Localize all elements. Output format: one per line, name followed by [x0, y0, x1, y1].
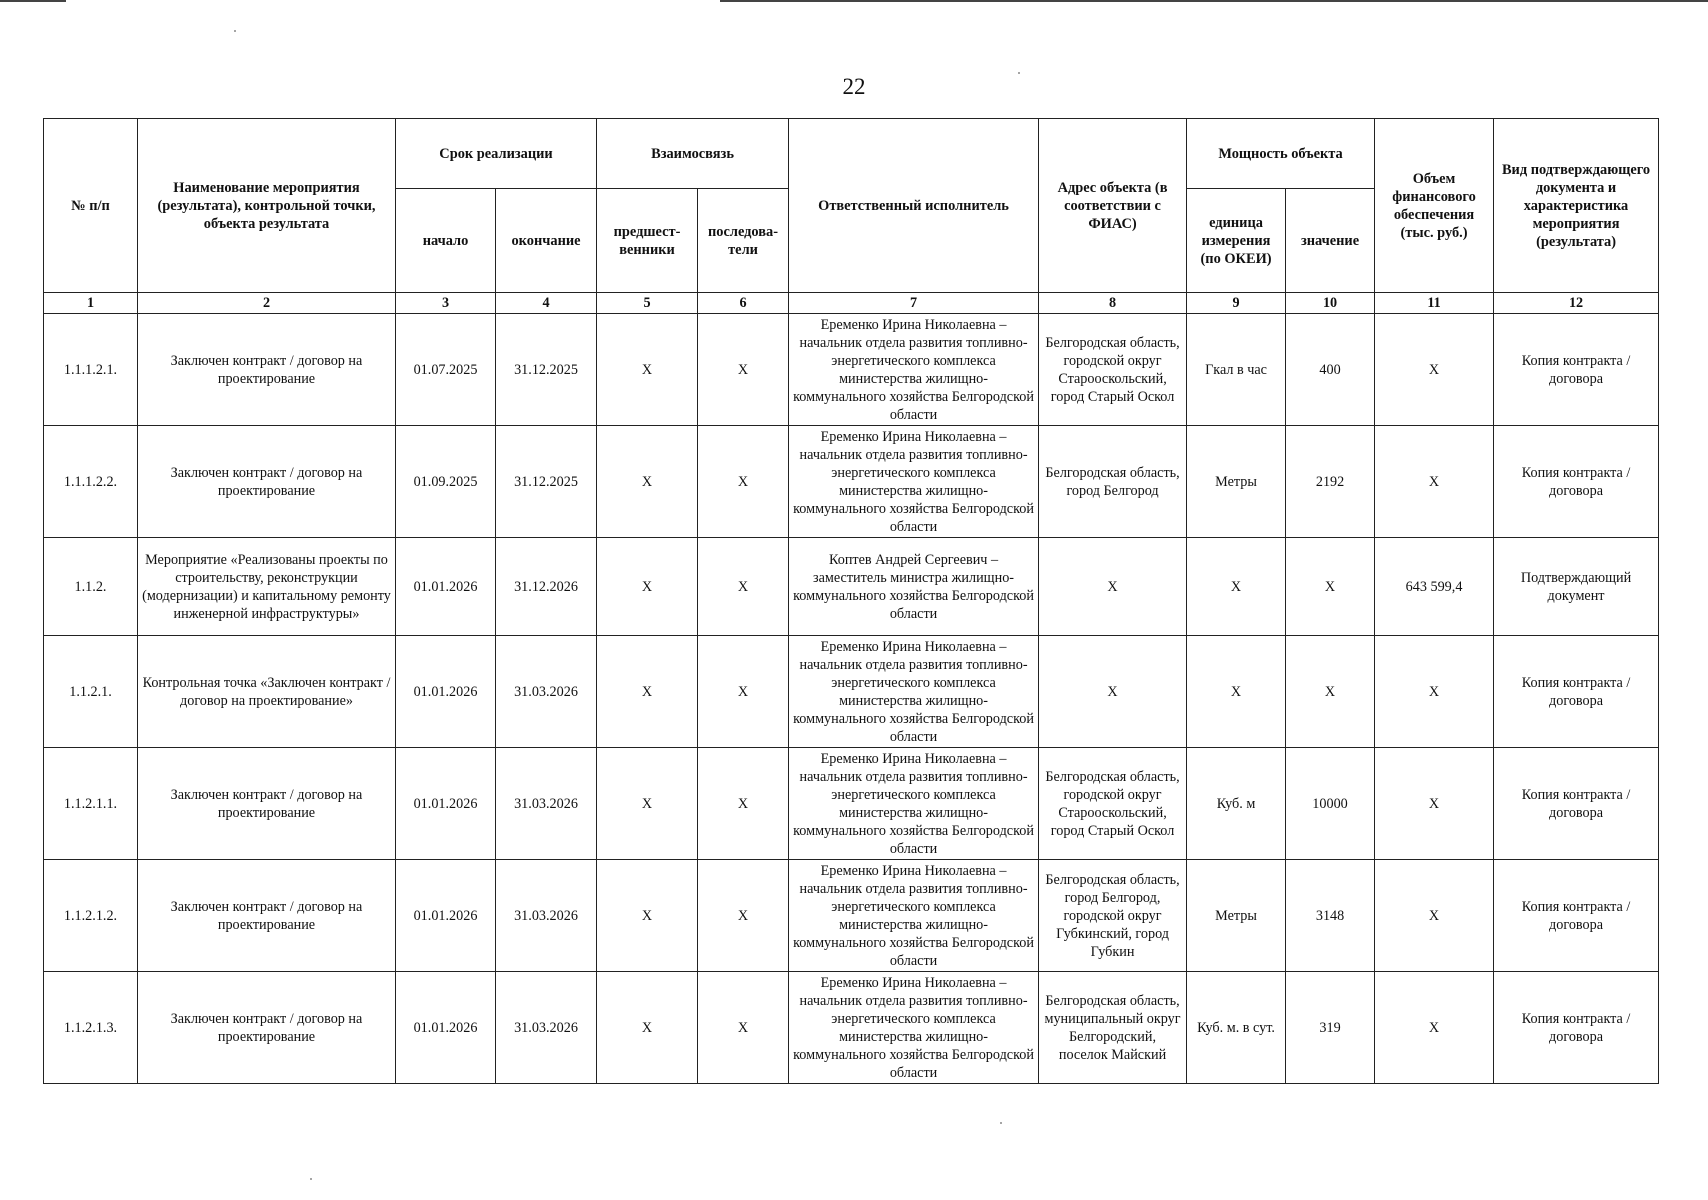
header-document: Вид подтверждающего документа и характеристика мероприятия (результата) — [1494, 119, 1659, 293]
scan-edge-line-left — [0, 0, 66, 2]
row-unit-cell: Куб. м — [1187, 748, 1286, 860]
row-document-cell: Подтверждающий документ — [1494, 538, 1659, 636]
row-end-cell: 31.12.2025 — [496, 314, 597, 426]
row-start-cell: 01.01.2026 — [396, 636, 496, 748]
row-executor-cell: Еременко Ирина Николаевна – начальник отдела развития топливно-энергетического комплекса министерства жилищно-коммунального хозяйства Белгородской области — [789, 426, 1039, 538]
row-funding-cell: X — [1375, 972, 1494, 1084]
header-successors: последова-тели — [698, 189, 789, 293]
row-executor-cell: Еременко Ирина Николаевна – начальник отдела развития топливно-энергетического комплекса министерства жилищно-коммунального хозяйства Белгородской области — [789, 636, 1039, 748]
row-funding-cell: X — [1375, 860, 1494, 972]
scan-edge-line-right — [720, 0, 1708, 2]
row-num-cell: 1.1.2.1.3. — [44, 972, 138, 1084]
row-num-cell: 1.1.1.2.2. — [44, 426, 138, 538]
row-successors-cell: X — [698, 636, 789, 748]
row-name-cell: Заключен контракт / договор на проектирование — [138, 314, 396, 426]
row-num-cell: 1.1.2.1.2. — [44, 860, 138, 972]
row-executor-cell: Еременко Ирина Николаевна – начальник отдела развития топливно-энергетического комплекса министерства жилищно-коммунального хозяйства Белгородской области — [789, 314, 1039, 426]
header-capacity: Мощность объекта — [1187, 119, 1375, 189]
table-row — [44, 972, 1659, 1084]
row-name-cell: Заключен контракт / договор на проектирование — [138, 860, 396, 972]
row-executor-cell: Еременко Ирина Николаевна – начальник отдела развития топливно-энергетического комплекса министерства жилищно-коммунального хозяйства Белгородской области — [789, 860, 1039, 972]
column-number: 11 — [1375, 293, 1494, 314]
row-address-cell: X — [1039, 636, 1187, 748]
row-predecessors-cell: X — [597, 538, 698, 636]
row-successors-cell: X — [698, 972, 789, 1084]
row-executor-cell: Коптев Андрей Сергеевич – заместитель министра жилищно-коммунального хозяйства Белгородской области — [789, 538, 1039, 636]
row-predecessors-cell: X — [597, 860, 698, 972]
row-unit-cell: X — [1187, 538, 1286, 636]
row-end-cell: 31.12.2025 — [496, 426, 597, 538]
row-name-cell: Заключен контракт / договор на проектирование — [138, 972, 396, 1084]
row-unit-cell: Метры — [1187, 426, 1286, 538]
row-document-cell: Копия контракта / договора — [1494, 314, 1659, 426]
header-executor: Ответственный исполнитель — [789, 119, 1039, 293]
column-number: 10 — [1286, 293, 1375, 314]
header-funding: Объем финансового обеспечения (тыс. руб.) — [1375, 119, 1494, 293]
row-end-cell: 31.12.2026 — [496, 538, 597, 636]
row-end-cell: 31.03.2026 — [496, 748, 597, 860]
column-number: 2 — [138, 293, 396, 314]
row-start-cell: 01.01.2026 — [396, 860, 496, 972]
table-row — [44, 314, 1659, 426]
column-number: 8 — [1039, 293, 1187, 314]
column-number: 9 — [1187, 293, 1286, 314]
row-name-cell: Заключен контракт / договор на проектирование — [138, 426, 396, 538]
header-value: значение — [1286, 189, 1375, 293]
column-number: 3 — [396, 293, 496, 314]
row-document-cell: Копия контракта / договора — [1494, 748, 1659, 860]
column-number: 5 — [597, 293, 698, 314]
row-predecessors-cell: X — [597, 426, 698, 538]
row-value-cell: 10000 — [1286, 748, 1375, 860]
page-number: 22 — [842, 74, 866, 99]
row-num-cell: 1.1.2.1. — [44, 636, 138, 748]
row-num-cell: 1.1.2.1.1. — [44, 748, 138, 860]
header-predecessors: предшест-венники — [597, 189, 698, 293]
row-successors-cell: X — [698, 860, 789, 972]
row-start-cell: 01.07.2025 — [396, 314, 496, 426]
row-value-cell: 400 — [1286, 314, 1375, 426]
table-body — [44, 314, 1659, 1084]
column-number: 4 — [496, 293, 597, 314]
row-document-cell: Копия контракта / договора — [1494, 426, 1659, 538]
scan-speck — [310, 1178, 312, 1180]
row-funding-cell: X — [1375, 426, 1494, 538]
row-start-cell: 01.01.2026 — [396, 538, 496, 636]
table-row — [44, 538, 1659, 636]
row-num-cell: 1.1.1.2.1. — [44, 314, 138, 426]
header-num: № п/п — [44, 119, 138, 293]
row-name-cell: Заключен контракт / договор на проектирование — [138, 748, 396, 860]
row-end-cell: 31.03.2026 — [496, 636, 597, 748]
row-value-cell: 3148 — [1286, 860, 1375, 972]
row-start-cell: 01.01.2026 — [396, 748, 496, 860]
row-unit-cell: Метры — [1187, 860, 1286, 972]
measures-table — [43, 118, 1659, 1084]
row-funding-cell: X — [1375, 636, 1494, 748]
row-value-cell: 2192 — [1286, 426, 1375, 538]
row-start-cell: 01.01.2026 — [396, 972, 496, 1084]
row-address-cell: Белгородская область, городской округ Старооскольский, город Старый Оскол — [1039, 748, 1187, 860]
table-row — [44, 636, 1659, 748]
row-value-cell: X — [1286, 636, 1375, 748]
row-unit-cell: Гкал в час — [1187, 314, 1286, 426]
row-executor-cell: Еременко Ирина Николаевна – начальник отдела развития топливно-энергетического комплекса министерства жилищно-коммунального хозяйства Белгородской области — [789, 748, 1039, 860]
column-number-row — [44, 293, 1659, 314]
row-end-cell: 31.03.2026 — [496, 972, 597, 1084]
table-row — [44, 748, 1659, 860]
row-value-cell: 319 — [1286, 972, 1375, 1084]
scan-speck — [234, 30, 236, 32]
row-address-cell: Белгородская область, город Белгород, городской округ Губкинский, город Губкин — [1039, 860, 1187, 972]
row-num-cell: 1.1.2. — [44, 538, 138, 636]
row-predecessors-cell: X — [597, 636, 698, 748]
header-unit: единица измерения (по ОКЕИ) — [1187, 189, 1286, 293]
row-name-cell: Контрольная точка «Заключен контракт / договор на проектирование» — [138, 636, 396, 748]
header-start: начало — [396, 189, 496, 293]
row-successors-cell: X — [698, 538, 789, 636]
row-name-cell: Мероприятие «Реализованы проекты по строительству, реконструкции (модернизации) и капитальному ремонту инженерной инфраструктуры» — [138, 538, 396, 636]
row-predecessors-cell: X — [597, 748, 698, 860]
row-predecessors-cell: X — [597, 314, 698, 426]
row-successors-cell: X — [698, 314, 789, 426]
row-document-cell: Копия контракта / договора — [1494, 860, 1659, 972]
row-funding-cell: X — [1375, 314, 1494, 426]
header-address: Адрес объекта (в соответствии с ФИАС) — [1039, 119, 1187, 293]
scan-speck — [1000, 1122, 1002, 1124]
header-period: Срок реализации — [396, 119, 597, 189]
column-number: 6 — [698, 293, 789, 314]
column-number: 1 — [44, 293, 138, 314]
row-successors-cell: X — [698, 748, 789, 860]
row-unit-cell: Куб. м. в сут. — [1187, 972, 1286, 1084]
column-number: 12 — [1494, 293, 1659, 314]
row-address-cell: Белгородская область, город Белгород — [1039, 426, 1187, 538]
row-start-cell: 01.09.2025 — [396, 426, 496, 538]
row-value-cell: X — [1286, 538, 1375, 636]
table-row — [44, 426, 1659, 538]
header-end: окончание — [496, 189, 597, 293]
table-row — [44, 860, 1659, 972]
row-executor-cell: Еременко Ирина Николаевна – начальник отдела развития топливно-энергетического комплекса министерства жилищно-коммунального хозяйства Белгородской области — [789, 972, 1039, 1084]
row-address-cell: Белгородская область, муниципальный округ Белгородский, поселок Майский — [1039, 972, 1187, 1084]
row-document-cell: Копия контракта / договора — [1494, 972, 1659, 1084]
row-end-cell: 31.03.2026 — [496, 860, 597, 972]
header-row-top — [44, 119, 1659, 189]
row-successors-cell: X — [698, 426, 789, 538]
header-name: Наименование мероприятия (результата), контрольной точки, объекта результата — [138, 119, 396, 293]
header-relation: Взаимосвязь — [597, 119, 789, 189]
row-funding-cell: 643 599,4 — [1375, 538, 1494, 636]
row-address-cell: X — [1039, 538, 1187, 636]
row-funding-cell: X — [1375, 748, 1494, 860]
row-address-cell: Белгородская область, городской округ Старооскольский, город Старый Оскол — [1039, 314, 1187, 426]
row-document-cell: Копия контракта / договора — [1494, 636, 1659, 748]
row-predecessors-cell: X — [597, 972, 698, 1084]
row-unit-cell: X — [1187, 636, 1286, 748]
column-number: 7 — [789, 293, 1039, 314]
